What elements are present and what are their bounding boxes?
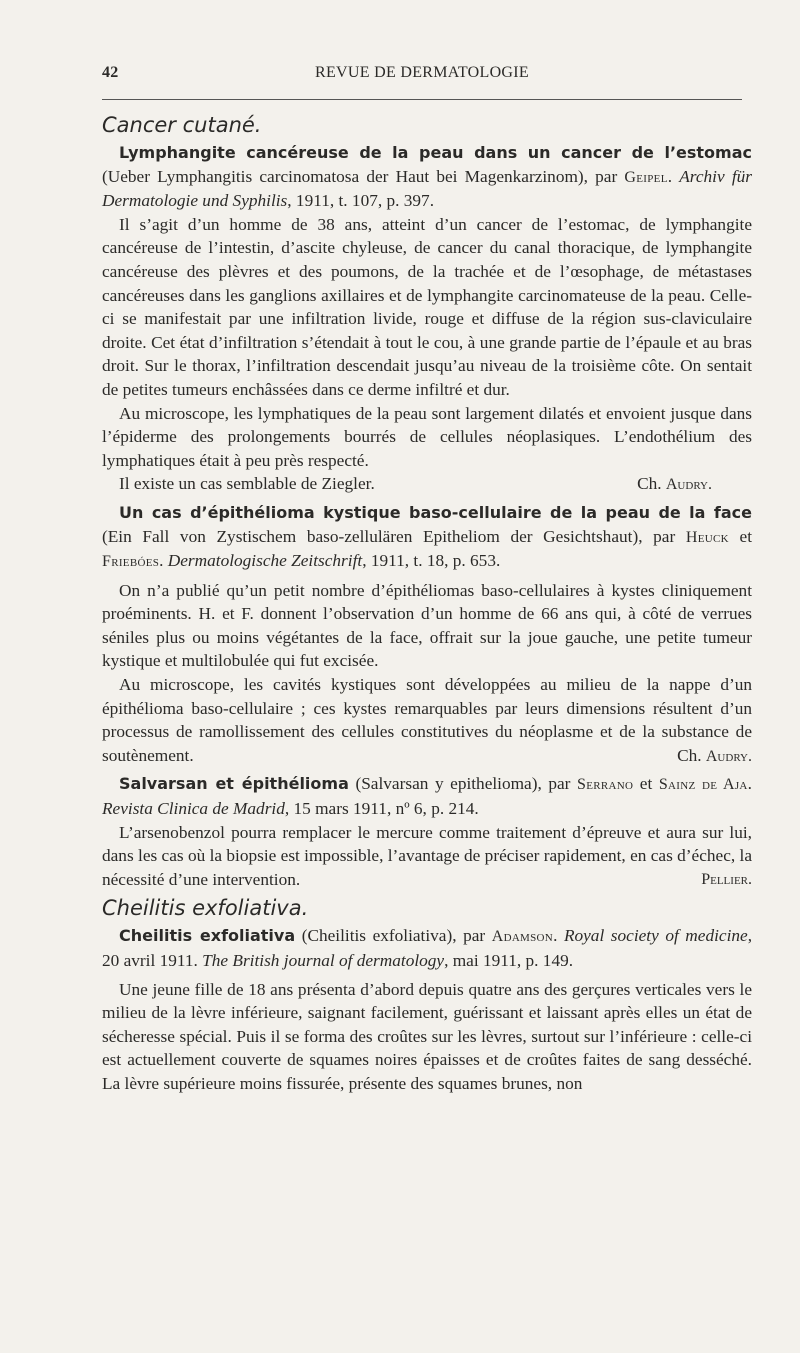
abstract-title: Un cas d’épithélioma kystique baso-cellulaire de la peau de la face <box>119 502 752 522</box>
abstract-title: Salvarsan et épithélioma <box>119 774 349 794</box>
paragraph-text: Il existe un cas semblable de Ziegler. <box>119 474 375 494</box>
citation-ref: , 15 mars 1911, nº 6, p. 214. <box>284 799 479 819</box>
separator: . <box>667 166 680 186</box>
page-number: 42 <box>102 64 119 81</box>
author-name: Sainz de Aja <box>658 776 748 794</box>
citation-ref: , 1911, t. 107, p. 397. <box>287 191 435 211</box>
citation-date: , 20 avril 1911. <box>102 926 753 970</box>
journal-name: Revista Clinica de Madrid <box>102 799 285 819</box>
header-rule <box>102 99 742 100</box>
author-name: Heuck <box>685 528 729 546</box>
journal-name: Royal society of medicine <box>563 926 748 946</box>
paragraph-with-signature <box>102 673 752 767</box>
author-name: Friebóes <box>102 553 160 571</box>
conjunction: et <box>633 774 659 794</box>
paragraph-text: Au microscope, les cavités kystiques sont développées au milieu de la nappe d’un épithélioma baso-cellulaire ; ces kystes remarquables par leurs dimensions résultent d’un processus de ramollissement des cellules constitutives du néoplasme et de la substance de soutènement. <box>102 675 752 765</box>
journal-name: Dermatologische Zeitschrift <box>167 551 363 571</box>
separator: . <box>553 926 564 946</box>
abstract-heading <box>102 141 752 213</box>
original-title: (Ueber Lymphangitis carcinomatosa der Haut bei Magenkarzinom), par <box>102 166 625 186</box>
page-header <box>102 64 742 88</box>
signature-initials: Ch. <box>637 474 666 494</box>
abstract-heading <box>102 924 752 972</box>
section-heading-cheilitis: Cheilitis exfoliativa. <box>102 896 309 921</box>
signature-name: Audry. <box>705 747 752 765</box>
separator: . <box>747 774 752 794</box>
original-title: (Cheilitis exfoliativa), par <box>295 926 492 946</box>
abstract-heading <box>102 501 752 574</box>
section-heading-cancer: Cancer cutané. <box>102 113 262 137</box>
paragraph: Il s’agit d’un homme de 38 ans, atteint d’un cancer de l’estomac, de lymphangite cancéreuse de l’intestin, d’ascite chyleuse, de cancer du canal thoracique, de lymphangite cancéreuse des plèvres et des poumons, de la trachée et de l’œsophage, de métastases cancéreuses dans les ganglions axillaires et de lymphangite carcinomateuse de la peau. Celle-ci se manifestait par une infiltration livide, rouge et diffuse de la région sus-claviculaire droite. Cet état d’infiltration s’étendait à tout le cou, à une grande partie de l’épaule et au bras droit. Sur le thorax, l’infiltration descendait jusqu’au niveau de la troisième côte. On sentait de petites tumeurs enchâssées dans ce derme infiltré et dur. <box>102 214 752 399</box>
signature-name: Audry. <box>665 476 712 494</box>
paragraph-text: L’arsenobenzol pourra remplacer le mercure comme traitement d’épreuve et aura sur lui, dans les cas où la biopsie est impossible, l’avantage de préciser rapidement, en cas d’échec, la nécessité d’une intervention. <box>102 822 752 889</box>
author-name: Geipel <box>624 168 668 186</box>
abstract-heading <box>102 772 752 820</box>
abstract-title: Cheilitis exfoliativa <box>119 926 296 946</box>
page-body <box>102 108 752 1096</box>
conjunction: et <box>728 526 752 546</box>
running-title: REVUE DE DERMATOLOGIE <box>315 64 529 81</box>
reviewer-signature <box>660 744 752 769</box>
signature-initials: Ch. <box>677 745 706 765</box>
reviewer-signature: Pellier. <box>701 870 752 888</box>
author-name: Serrano <box>577 776 634 794</box>
original-title: (Ein Fall von Zystischem baso-zellulären Epitheliom der Gesichtshaut), par <box>102 526 686 546</box>
abstract-title: Lymphangite cancéreuse de la peau dans un cancer de l’estomac <box>119 143 752 162</box>
author-name: Adamson <box>491 928 554 946</box>
separator: . <box>159 551 168 571</box>
citation-ref: , 1911, t. 18, p. 653. <box>362 551 501 571</box>
paragraph-with-signature <box>102 472 752 496</box>
paragraph: On n’a publié qu’un petit nombre d’épithéliomas baso-cellulaires à kystes cliniquement proéminents. H. et F. donnent l’observation d’un homme de 66 ans qui, à côté de verrues séniles plus ou moins végétantes de la face, offrait sur la joue gauche, une petite tumeur kystique et multilobulée qui fut excisée. <box>102 580 752 671</box>
original-title: (Salvarsan y epithelioma), par <box>348 774 577 794</box>
paragraph: Une jeune fille de 18 ans présenta d’abord depuis quatre ans des gerçures verticales vers le milieu de la lèvre inférieure, saignant facilement, guérissant et laissant après elles un état de sécheresse spécial. Puis il se forma des croûtes sur les lèvres, surtout sur l’inférieure : celle-ci est actuellement couverte de squames noires épaisses et de croûtes faites de sang desséché. La lèvre supérieure moins fissurée, présente des squames brunes, non <box>102 979 752 1093</box>
paragraph: Au microscope, les lymphatiques de la peau sont largement dilatés et envoient jusque dans l’épiderme des prolongements bourrés de cellules néoplasiques. L’endothélium des lymphatiques était à peu près respecté. <box>102 403 752 470</box>
journal-name: Archiv für Dermatologie und Syphilis <box>102 166 752 211</box>
journal-name: The British journal of dermatology <box>202 951 445 970</box>
citation-ref: , mai 1911, p. 149. <box>444 951 574 970</box>
paragraph-with-signature <box>102 821 752 892</box>
reviewer-signature <box>620 472 712 497</box>
